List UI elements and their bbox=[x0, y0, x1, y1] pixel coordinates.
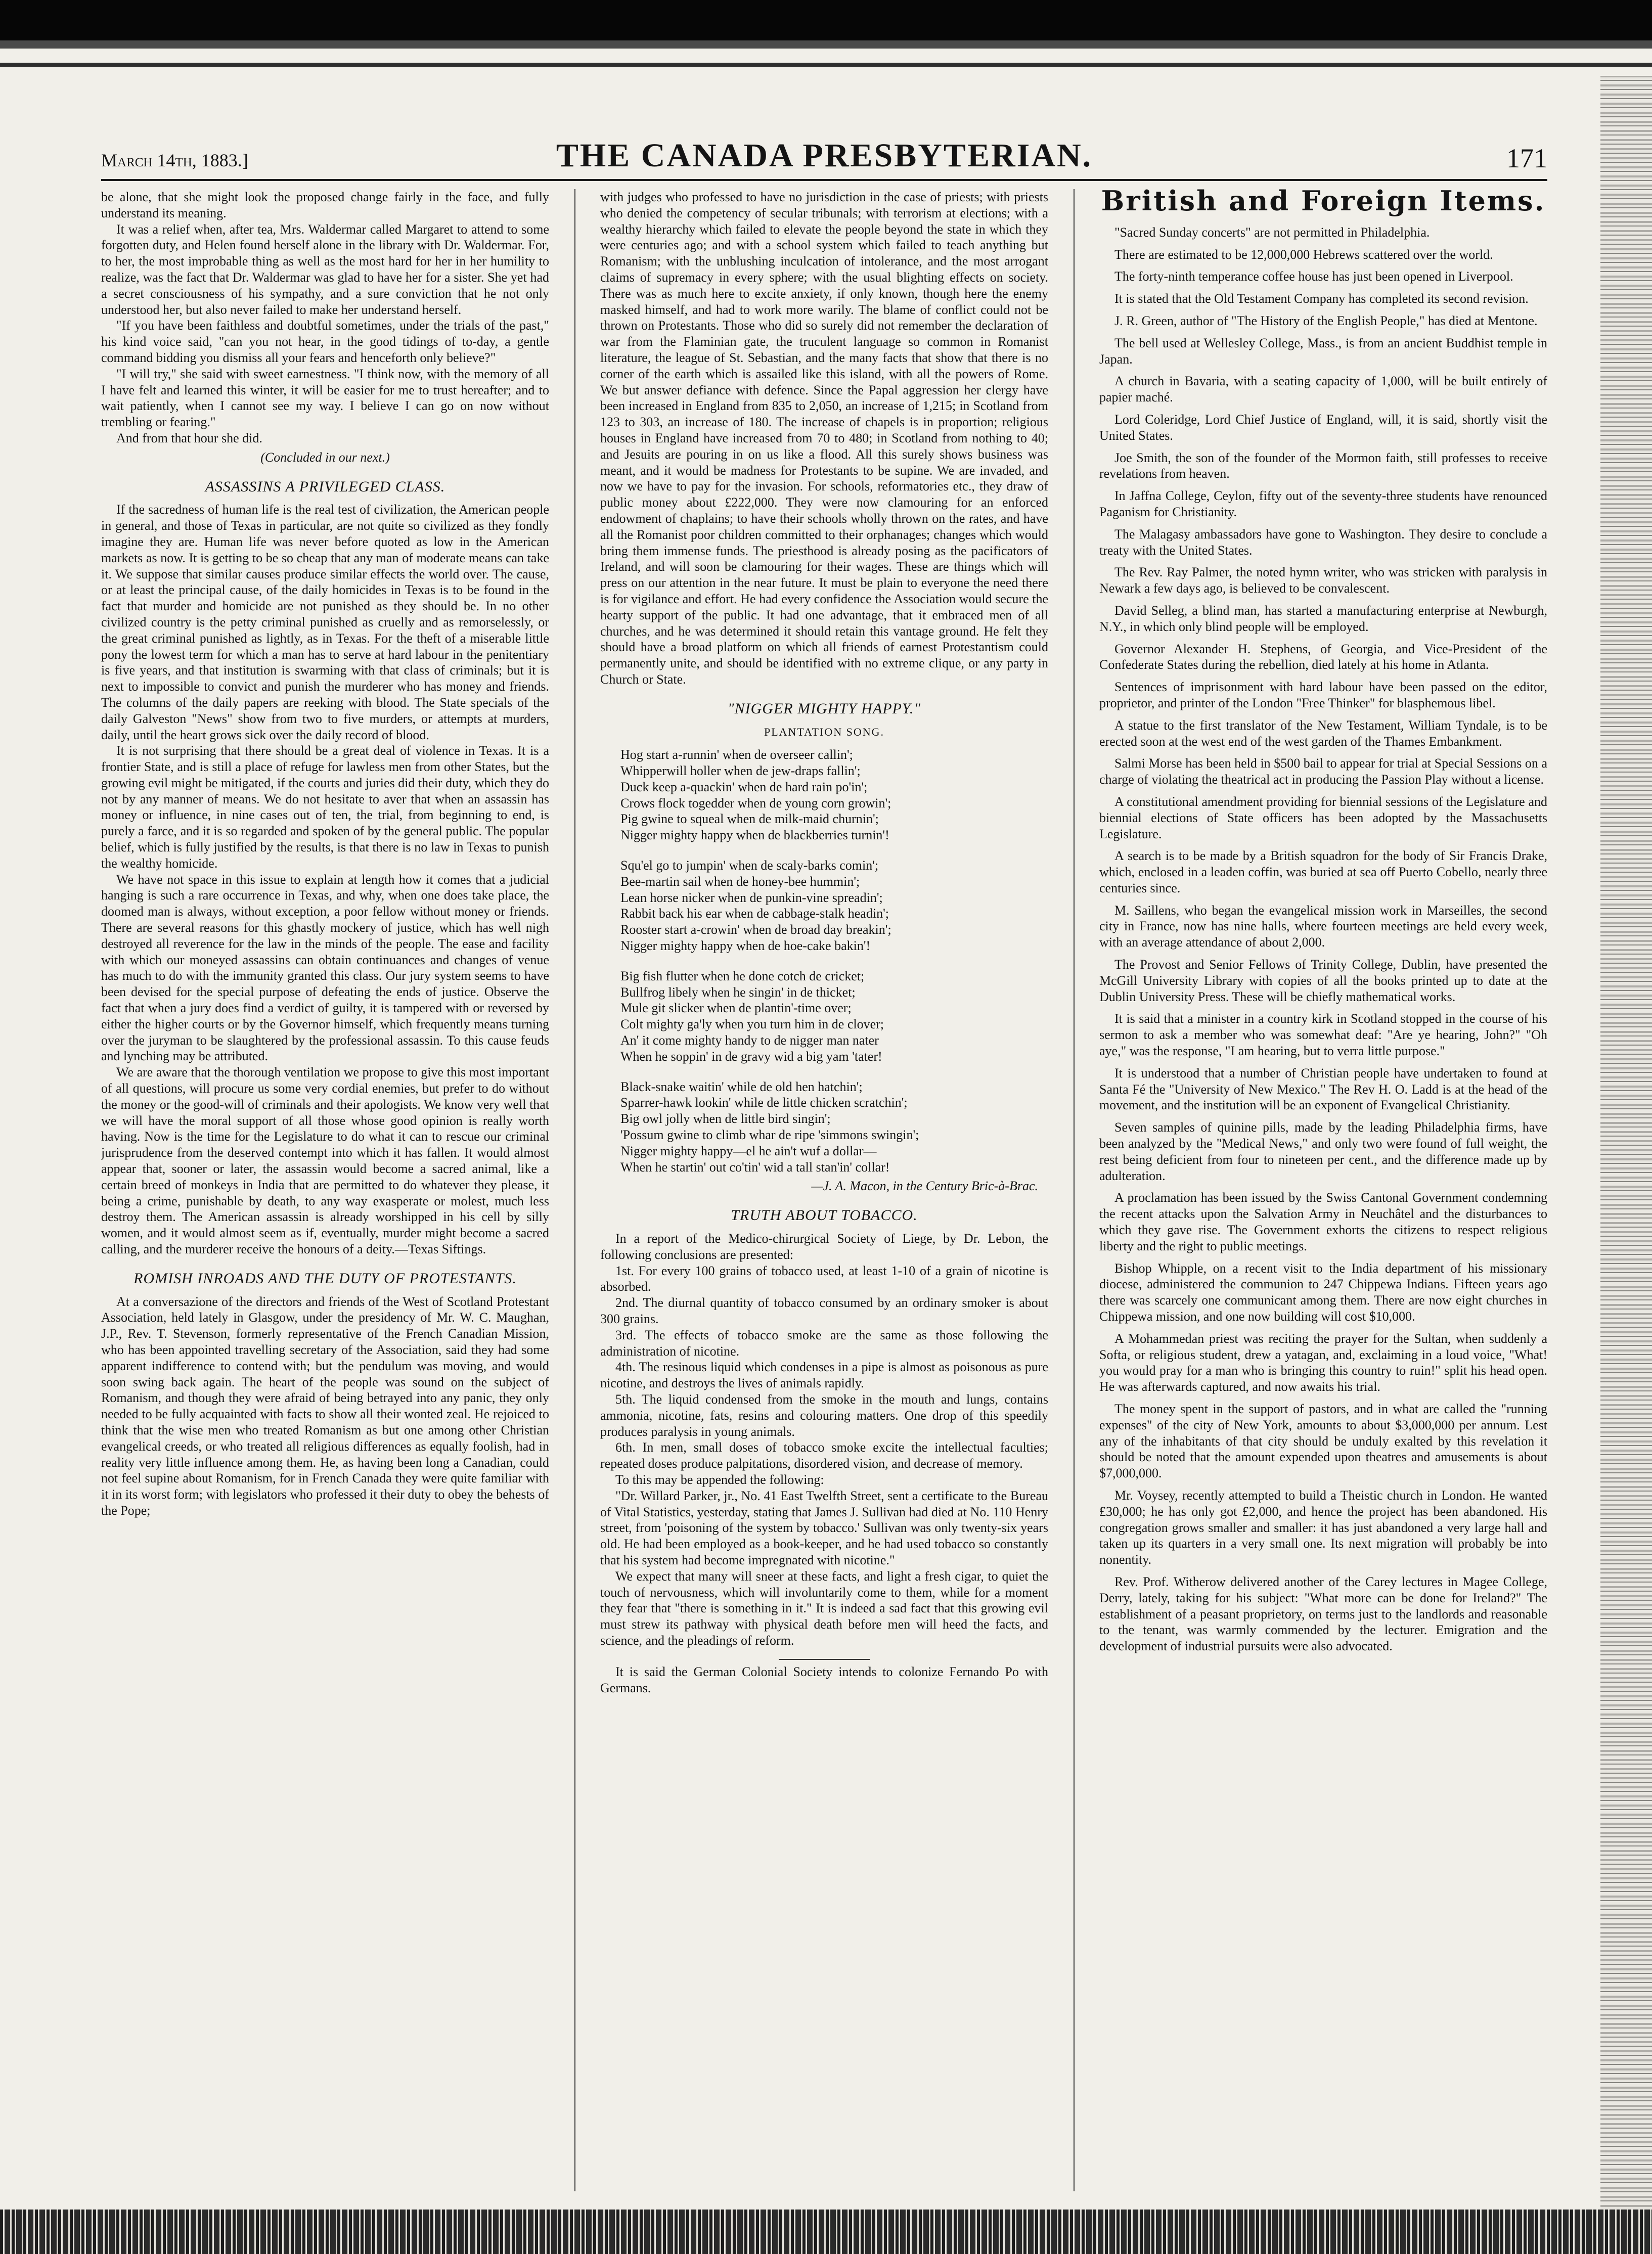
poem-line: Rooster start a-crowin' when de broad day breakin'; bbox=[620, 922, 891, 937]
poem-line: Nigger mighty happy—el he ain't wuf a dollar— bbox=[620, 1143, 877, 1158]
news-item: The Malagasy ambassadors have gone to Washington. They desire to conclude a treaty with the United States. bbox=[1099, 526, 1547, 558]
news-item: Lord Coleridge, Lord Chief Justice of England, will, it is said, shortly visit the United States. bbox=[1099, 412, 1547, 443]
poem-stanza bbox=[620, 858, 1048, 954]
top-scan-band bbox=[0, 0, 1652, 76]
divider bbox=[779, 1659, 870, 1660]
news-item: There are estimated to be 12,000,000 Hebrews scattered over the world. bbox=[1114, 247, 1493, 262]
column-3 bbox=[1099, 189, 1547, 2196]
article-paragraph: 4th. The resinous liquid which condenses in a pipe is almost as poisonous as pure nicotine, and destroys the lives of animals rapidly. bbox=[600, 1360, 1048, 1391]
poem-title: "NIGGER MIGHTY HAPPY." bbox=[728, 700, 921, 717]
poem-line: Pig gwine to squeal when de milk-maid churnin'; bbox=[620, 812, 879, 827]
news-item: Salmi Morse has been held in $500 bail to appear for trial at Special Sessions on a charge of violating the theatrical act in producing the Passion Play without a license. bbox=[1099, 756, 1547, 787]
poem-line: Nigger mighty happy when de hoe-cake bakin'! bbox=[620, 938, 871, 954]
news-item: The Rev. Ray Palmer, the noted hymn writer, who was stricken with paralysis in Newark a few days ago, is believed to be convalescent. bbox=[1099, 565, 1547, 596]
article-title-romish: ROMISH INROADS AND THE DUTY OF PROTESTANTS. bbox=[133, 1270, 517, 1287]
poem-line: Big owl jolly when de little bird singin'; bbox=[620, 1111, 831, 1126]
poem-line: Black-snake waitin' while de old hen hatchin'; bbox=[620, 1079, 863, 1094]
article-paragraph: It is not surprising that there should be a great deal of violence in Texas. It is a frontier State, and is still a place of refuge for lawless men from other States, but the growing evil might be mitigated, if the courts and juries did their duty, which they do not by any manner of means. We do not hesitate to aver that when an assassin has money or influence, in nine cases out of ten, the trial, from beginning to end, is purely a farce, and it is so regarded and spoken of by the general public. The popular belief, which is fully justified by the results, is that there is no law in Texas to punish the wealthy homicide. bbox=[101, 743, 549, 871]
story-paragraph: It was a relief when, after tea, Mrs. Waldermar called Margaret to attend to some forgotten duty, and Helen found herself alone in the library with Dr. Waldermar. For, to her, the most improbable thing as well as the most hard for her in her humility to realize, was the fact that Dr. Waldermar was glad to have her for a sister. She yet had a secret consciousness of his sympathy, and a sure conviction that he not only understood her, but also never failed to make her understand herself. bbox=[101, 221, 549, 317]
news-item: It is said that a minister in a country kirk in Scotland stopped in the course of his sermon to ask a member who was somewhat deaf: "Are ye hearing, John?" "Oh aye," was the response, "I am hearing, but to verra little purpose." bbox=[1099, 1011, 1547, 1059]
column-2 bbox=[600, 189, 1048, 2196]
poem-line: Sparrer-hawk lookin' while de little chicken scratchin'; bbox=[620, 1095, 908, 1110]
news-item: Bishop Whipple, on a recent visit to the India department of his missionary diocese, administered the communion to 247 Chippewa Indians. Fifteen years ago there was scarcely one communicant among them. There are now eight churches in Chippewa mission, and one now building will cost $10,000. bbox=[1099, 1260, 1547, 1324]
news-item: Seven samples of quinine pills, made by the leading Philadelphia firms, have been analyzed by the "Medical News," and only two were found of full weight, the rest being deficient from four to nineteen per cent., and the difference made up by adulteration. bbox=[1099, 1120, 1547, 1183]
news-item: It is stated that the Old Testament Company has completed its second revision. bbox=[1114, 291, 1529, 306]
news-item: Rev. Prof. Witherow delivered another of the Carey lectures in Magee College, Derry, lately, taking for his subject: "What more can be done for Ireland?" The establishment of a peasant proprietory, on terms just to the landlords and reasonable to the tenant, was warmly commended by the lecturer. Emigration and the development of industrial pursuits were also advocated. bbox=[1099, 1574, 1547, 1654]
news-item: A constitutional amendment providing for biennial sessions of the Legislature and biennial elections of State officers has been adopted by the Massachusetts Legislature. bbox=[1099, 794, 1547, 841]
poem-line: Bullfrog libely when he singin' in de thicket; bbox=[620, 984, 856, 1000]
poem-line: Bee-martin sail when de honey-bee hummin'; bbox=[620, 874, 860, 889]
poem-line: Duck keep a-quackin' when de hard rain po'in'; bbox=[620, 779, 868, 794]
news-item: David Selleg, a blind man, has started a manufacturing enterprise at Newburgh, N.Y., in which only blind people will be employed. bbox=[1099, 603, 1547, 634]
news-item: Joe Smith, the son of the founder of the Mormon faith, still professes to receive revelations from heaven. bbox=[1099, 450, 1547, 481]
poem-line: Hog start a-runnin' when de overseer callin'; bbox=[620, 747, 853, 762]
bottom-scan-band bbox=[0, 2210, 1652, 2254]
news-item: M. Saillens, who began the evangelical mission work in Marseilles, the second city in France, now has nine halls, where fourteen meetings are held every week, with an average attendance of about 2,000. bbox=[1099, 903, 1547, 950]
news-item: J. R. Green, author of "The History of the English People," has died at Mentone. bbox=[1114, 313, 1538, 328]
article-paragraph: "Dr. Willard Parker, jr., No. 41 East Twelfth Street, sent a certificate to the Bureau of Vital Statistics, yesterday, stating that James J. Sullivan had died at No. 110 Henry street, from 'poisoning of the system by tobacco.' Sullivan was only twenty-six years old. He had been employed as a book-keeper, and he had used tobacco so constantly that his system had become impregnated with nicotine." bbox=[600, 1488, 1048, 1567]
article-paragraph: with judges who professed to have no jurisdiction in the case of priests; with priests who denied the competency of secular tribunals; with terrorism at elections; with a wealthy hierarchy which failed to elevate the people beyond the state in which they were centuries ago; and with a school system which failed to teach anything but Romanism; with the unblushing inculcation of intolerance, and the most arrogant claims of supremacy in every sphere; with the usual blighting effects on society. There was as much here to excite anxiety, if only known, though here the enemy masked himself, and had to work more warily. The blame of conflict could not be thrown on Protestants. Those who did so surely did not remember the declaration of war from the Flaminian gate, the truculent language so common in Romanist literature, the league of St. Sebastian, and the many facts that show that there is no corner of the earth which is assailed like this island, with all the powers of Rome. We but answer defiance with defence. Since the Papal aggression her clergy have been increased in England from 835 to 2,050, an increase of 1,215; in Scotland from 123 to 303, an increase of 180. The increase of chapels is in proportion; religious houses in England have increased from 70 to 480; in Scotland from nothing to 40; and Jesuits are pouring in on us like a flood. All this surely shows business was meant, and it would be madness for Protestants to be supine. We are invaded, and now we have to pay for the invasion. For schools, reformatories etc., they draw of public money about £222,000. They were now clamouring for an enforced endowment of chaplains; to have their schools wholly thrown on the rates, and have all the Romanist poor children committed to their orphanages; changes which would bring them immense funds. The priesthood is already posing as the pacificators of Ireland, and will soon be clamouring for their wages. These are things which will press on our attention in the near future. It must be plain to everyone the need there is for vigilance and effort. He had every confidence the Association would secure the hearty support of the public. It had one advantage, that it embraced men of all churches, and he was determined it should retain this vantage ground. He felt they should have a broad platform on which all friends of earnest Protestantism could permanently unite, and should be identified with no extreme clique, or any party in Church or State. bbox=[600, 190, 1048, 687]
article-paragraph: In a report of the Medico-chirurgical Society of Liege, by Dr. Lebon, the following conclusions are presented: bbox=[600, 1231, 1048, 1262]
poem-stanza bbox=[620, 747, 1048, 843]
article-paragraph: We expect that many will sneer at these facts, and light a fresh cigar, to quiet the touch of nervousness, which will involuntarily come to them, while for a moment they fear that "there is something in it." It is indeed a sad fact that this growing evil must strew its pathway with physical death before men will heed the facts, and science, and the pleadings of reform. bbox=[600, 1568, 1048, 1648]
story-paragraph: be alone, that she might look the proposed change fairly in the face, and fully understand its meaning. bbox=[101, 190, 549, 220]
article-paragraph: 5th. The liquid condensed from the smoke in the mouth and lungs, contains ammonia, nicotine, fats, resins and colouring matters. One drop of this speedily produces paralysis in young animals. bbox=[600, 1391, 1048, 1439]
news-item: A church in Bavaria, with a seating capacity of 1,000, will be built entirely of papier maché. bbox=[1099, 374, 1547, 405]
poem-attribution: —J. A. Macon, in the Century Bric-à-Brac. bbox=[811, 1179, 1038, 1194]
poem-stanza bbox=[620, 968, 1048, 1065]
issue-date: March 14th, 1883.] bbox=[101, 150, 248, 170]
page-number: 171 bbox=[1506, 143, 1547, 173]
column-rule bbox=[574, 189, 575, 2191]
news-item: The forty-ninth temperance coffee house has just been opened in Liverpool. bbox=[1114, 269, 1513, 284]
story-paragraph: "If you have been faithless and doubtful sometimes, under the trials of the past," his kind voice said, "can you not hear, in the good tidings of to-day, a gentle command bidding you dismiss all your fears and henceforth only believe?" bbox=[101, 318, 549, 365]
article-title-assassins: ASSASSINS A PRIVILEGED CLASS. bbox=[205, 478, 445, 495]
poem-stanza bbox=[620, 1079, 1048, 1176]
news-item: The Provost and Senior Fellows of Trinity College, Dublin, have presented the McGill University Library with copies of all the books printed up to date at the Dublin University Press. These will be chiefly mathematical works. bbox=[1099, 957, 1547, 1004]
news-item: Sentences of imprisonment with hard labour have been passed on the editor, proprietor, and printer of the London "Free Thinker" for blasphemous libel. bbox=[1099, 680, 1547, 710]
poem-line: An' it come mighty handy to de nigger man nater bbox=[620, 1033, 879, 1048]
news-item: In Jaffna College, Ceylon, fifty out of the seventy-three students have renounced Paganism for Christianity. bbox=[1099, 488, 1547, 519]
newspaper-page bbox=[101, 137, 1547, 2204]
news-item: The bell used at Wellesley College, Mass., is from an ancient Buddhist temple in Japan. bbox=[1099, 335, 1547, 367]
poem-line: Whipperwill holler when de jew-draps fallin'; bbox=[620, 763, 861, 779]
article-paragraph: To this may be appended the following: bbox=[615, 1472, 824, 1487]
poem-line: 'Possum gwine to climb whar de ripe 'simmons swingin'; bbox=[620, 1128, 919, 1143]
poem-line: Squ'el go to jumpin' when de scaly-barks comin'; bbox=[620, 858, 879, 873]
story-paragraph: And from that hour she did. bbox=[116, 430, 262, 445]
poem-line: When he soppin' in de gravy wid a big yam 'tater! bbox=[620, 1049, 882, 1064]
poem-subtitle: PLANTATION SONG. bbox=[764, 725, 884, 738]
newspaper-title: THE CANADA PRESBYTERIAN. bbox=[556, 137, 1093, 174]
article-title-tobacco: TRUTH ABOUT TOBACCO. bbox=[731, 1207, 918, 1224]
article-paragraph: 2nd. The diurnal quantity of tobacco consumed by an ordinary smoker is about 300 grains. bbox=[600, 1295, 1048, 1326]
news-note: It is said the German Colonial Society intends to colonize Fernando Po with Germans. bbox=[600, 1664, 1048, 1695]
page-edge-shadow bbox=[1600, 76, 1652, 2210]
article-paragraph: 1st. For every 100 grains of tobacco used, at least 1-10 of a grain of nicotine is absorbed. bbox=[600, 1263, 1048, 1294]
poem-line: Big fish flutter when he done cotch de cricket; bbox=[620, 968, 865, 983]
article-paragraph: 3rd. The effects of tobacco smoke are the same as those following the administration of nicotine. bbox=[600, 1327, 1048, 1359]
news-item: A proclamation has been issued by the Swiss Cantonal Government condemning the recent attacks upon the Salvation Army in Neuchâtel and the disturbances to which they gave rise. The Government exhorts the citizens to respect religious liberty and the right to public meetings. bbox=[1099, 1190, 1547, 1253]
news-item: A Mohammedan priest was reciting the prayer for the Sultan, when suddenly a Softa, or religious student, drew a yatagan, and, exclaiming in a loud voice, "What! you would pray for a man who is bringing this country to ruin!" split his head open. He was afterwards captured, and now awaits his trial. bbox=[1099, 1331, 1547, 1394]
column-rule bbox=[1074, 189, 1075, 2191]
poem-line: Lean horse nicker when de punkin-vine spreadin'; bbox=[620, 890, 883, 905]
column-1 bbox=[101, 189, 549, 2196]
news-item: The money spent in the support of pastors, and in what are called the "running expenses" of the city of New York, amounts to about $3,000,000 per annum. Lest any of the inhabitants of that city should be unduly exalted by this revelation it should be noted that the amount expended upon theatres and amusements is about $7,000,000. bbox=[1099, 1402, 1547, 1481]
poem-line: Nigger mighty happy when de blackberries turnin'! bbox=[620, 828, 889, 843]
news-item: It is understood that a number of Christian people have undertaken to found at Santa Fé the "University of New Mexico." The Rev H. O. Ladd is at the head of the movement, and the institution will be an exponent of Evangelical Christianity. bbox=[1099, 1065, 1547, 1113]
story-paragraph: "I will try," she said with sweet earnestness. "I think now, with the memory of all I have felt and learned this winter, it will be easier for me to trust hereafter; and to wait patiently, when I cannot see my way. I believe I can go on now without trembling or fearing." bbox=[101, 366, 549, 430]
poem-line: Mule git slicker when de plantin'-time over; bbox=[620, 1001, 852, 1016]
header-rule bbox=[101, 179, 1547, 181]
poem-line: Colt mighty ga'ly when you turn him in de clover; bbox=[620, 1017, 884, 1032]
section-heading: British and Foreign Items. bbox=[1101, 189, 1546, 217]
article-paragraph: 6th. In men, small doses of tobacco smoke excite the intellectual faculties; repeated doses produce palpitations, disordered vision, and decrease of memory. bbox=[600, 1440, 1048, 1471]
poem-line: Rabbit back his ear when de cabbage-stalk headin'; bbox=[620, 906, 889, 921]
poem-line: When he startin' out co'tin' wid a tall stan'in' collar! bbox=[620, 1159, 890, 1175]
article-paragraph: We have not space in this issue to explain at length how it comes that a judicial hanging is such a rare occurrence in Texas, and why, when one does take place, the doomed man is always, without exception, a poor fellow without money or friends. There are several reasons for this ghastly mockery of justice, which has well nigh destroyed all reverence for the law in the minds of the people. The ease and facility with which our moneyed assassins can obtain continuances and changes of venue has much to do with the immunity granted this class. Our jury system seems to have been devised for the special purpose of defeating the ends of justice. Observe the fact that when a jury does find a verdict of guilty, it is tampered with or reversed by either the higher courts or by the Governor himself, which frequently means turning over the juryman to be slaughtered by the professional assassin. To this cause feuds and lynching may be attributed. bbox=[101, 872, 549, 1064]
news-item: Governor Alexander H. Stephens, of Georgia, and Vice-President of the Confederate States during the rebellion, died lately at his home in Atlanta. bbox=[1099, 641, 1547, 672]
poem bbox=[620, 747, 1048, 1175]
article-paragraph: If the sacredness of human life is the real test of civilization, the American people in general, and those of Texas in particular, are not quite so civilized as they fondly imagine they are. Human life was never before quoted as low in the American markets as now. It is getting to be so cheap that any man of moderate means can take it. We suppose that similar causes produce similar effects the world over. The cause, or at least the principal cause, of the daily homicides in Texas is to be found in the fact that murder and homicide are not punished as they should be. In no other civilized country is the petty criminal punished as cruelly and as remorselessly, or the great criminal punished as lightly, as in Texas. For the theft of a miserable little pony the lowest term for which a man has to serve at hard labour in the penitentiary is five years, and that institution is swarming with that class of criminals; but it is next to impossible to convict and punish the murderer who has money and friends. The columns of the daily papers are reeking with blood. The State specials of the daily Galveston "News" show from two to five murders, or attempts at murders, daily, until the heart grows sick over the daily record of blood. bbox=[101, 502, 549, 742]
news-item: A search is to be made by a British squadron for the body of Sir Francis Drake, which, enclosed in a leaden coffin, was buried at sea off Puerto Cobello, nearly three centuries since. bbox=[1099, 848, 1547, 895]
news-item: "Sacred Sunday concerts" are not permitted in Philadelphia. bbox=[1114, 224, 1430, 240]
concluded-note: (Concluded in our next.) bbox=[260, 449, 390, 465]
masthead bbox=[101, 137, 1547, 177]
news-item: Mr. Voysey, recently attempted to build a Theistic church in London. He wanted £30,000; he has only got £2,000, and hence the project has been abandoned. His congregation grows smaller and smaller: it has just abandoned a very large hall and taken up its quarters in a very small one. Its next migration will probably be into nonentity. bbox=[1099, 1487, 1547, 1567]
article-paragraph: At a conversazione of the directors and friends of the West of Scotland Protestant Association, held lately in Glasgow, under the presidency of Mr. W. C. Maughan, J.P., Rev. T. Stevenson, formerly representative of the French Canadian Mission, who has been appointed travelling secretary of the Association, said they had some apparent indifference to contend with; but the pendulum was moving, and would soon swing back again. The heart of the people was sound on the subject of Romanism, and though they were afraid of being betrayed into any panic, they only needed to be fully acquainted with facts to show all their wonted zeal. He rejoiced to think that the wise men who treated Romanism as but one among other Christian evangelical creeds, or who treated all religious differences as equally foolish, had in reality very little influence among them. He, as having been long a Canadian, could not feel supine about Romanism, for in French Canada they were quite familiar with it in its worst form; with legislators who professed it their duty to obey the behests of the Pope; bbox=[101, 1294, 549, 1518]
poem-line: Crows flock togedder when de young corn growin'; bbox=[620, 795, 891, 810]
news-item: A statue to the first translator of the New Testament, William Tyndale, is to be erected soon at the west end of the west garden of the Thames Embankment. bbox=[1099, 717, 1547, 749]
article-paragraph: We are aware that the thorough ventilation we propose to give this most important of all questions, will procure us some very cordial enemies, but prefer to do without the money or the good-will of criminals and their apologists. We know very well that we will have the moral support of all those whose good opinion is really worth having. Now is the time for the Legislature to do what it can to rescue our criminal jurisprudence from the deserved contempt into which it has fallen. It would almost appear that, sooner or later, the assassin would become a sacred animal, like a certain breed of monkeys in India that are permitted to do whatever they please, it being a crime, punishable by death, to any way exasperate or molest, much less destroy them. The American assassin is already worshipped in his cell by silly women, and it would almost seem as if, eventually, murder might become a sacred calling, and the murderer receive the honours of a deity.—Texas Siftings. bbox=[101, 1065, 549, 1256]
